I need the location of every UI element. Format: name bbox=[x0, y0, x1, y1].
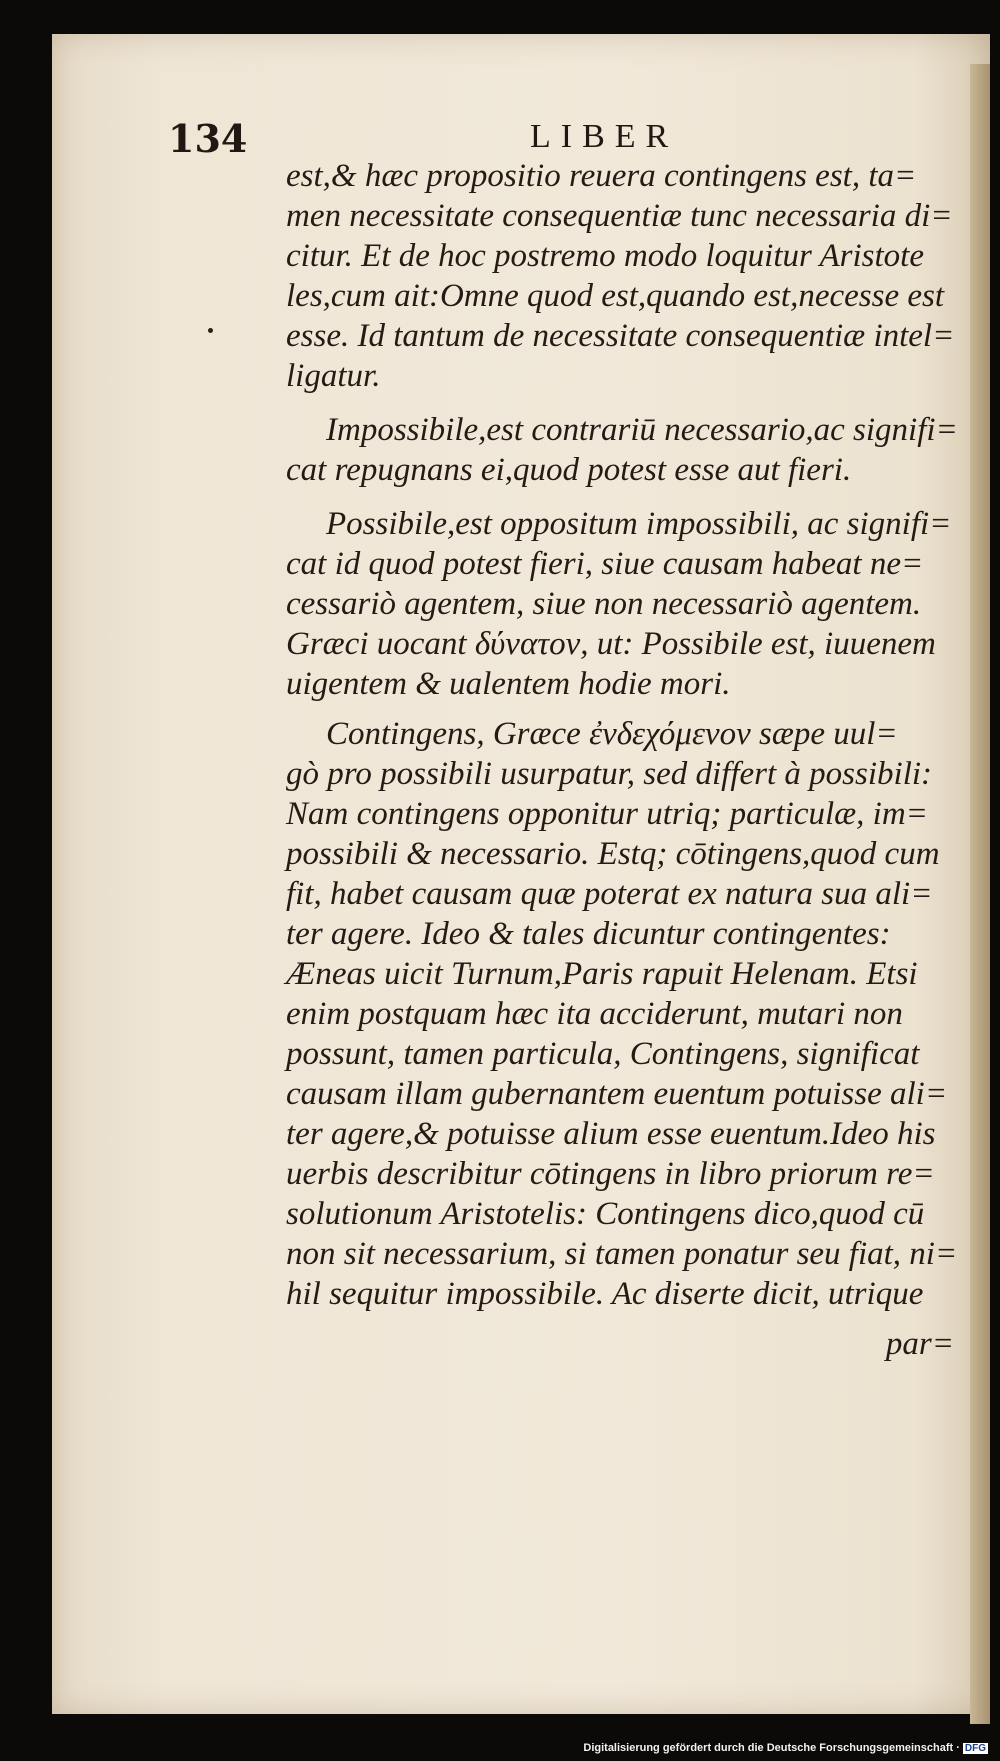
text-line: non sit necessarium, si tamen ponatur seu fiat, ni= bbox=[286, 1236, 958, 1272]
text-line: Nam contingens opponitur utriq; particulæ, im= bbox=[286, 796, 928, 832]
text-line: citur. Et de hoc postremo modo loquitur Aristote bbox=[286, 238, 924, 274]
text-line: gò pro possibili usurpatur, sed differt à possibili: bbox=[286, 756, 933, 792]
text-line: ter agere,& potuisse alium esse euentum.Ideo his bbox=[286, 1116, 936, 1152]
running-head: LIBER bbox=[530, 118, 679, 155]
text-line: esse. Id tantum de necessitate consequentiæ intel= bbox=[286, 318, 955, 354]
text-line: cat repugnans ei,quod potest esse aut fieri. bbox=[286, 452, 852, 488]
text-line: Græci uocant δύνατον, ut: Possibile est, iuuenem bbox=[286, 626, 936, 662]
text-line: uerbis describitur cōtingens in libro priorum re= bbox=[286, 1156, 935, 1192]
text-line: ligatur. bbox=[286, 358, 381, 394]
text-line: enim postquam hæc ita acciderunt, mutari non bbox=[286, 996, 903, 1032]
text-line: Impossibile,est contrariū necessario,ac signifi= bbox=[326, 412, 958, 448]
text-line: les,cum ait:Omne quod est,quando est,necesse est bbox=[286, 278, 945, 314]
text-line: cat id quod potest fieri, siue causam habeat ne= bbox=[286, 546, 924, 582]
text-line: possibili & necessario. Estq; cōtingens,quod cum bbox=[286, 836, 940, 872]
text-line: possunt, tamen particula, Contingens, significat bbox=[286, 1036, 920, 1072]
text-line: Æneas uicit Turnum,Paris rapuit Helenam. Etsi bbox=[286, 956, 918, 992]
text-line: ter agere. Ideo & tales dicuntur contingentes: bbox=[286, 916, 891, 952]
text-line: men necessitate consequentiæ tunc necessaria di= bbox=[286, 198, 953, 234]
text-line: causam illam gubernantem euentum potuisse ali= bbox=[286, 1076, 948, 1112]
text-line: solutionum Aristotelis: Contingens dico,quod cū bbox=[286, 1196, 925, 1232]
text-line: par= bbox=[885, 1326, 954, 1362]
dfg-logo: DFG bbox=[964, 1743, 986, 1754]
text-line: fit, habet causam quæ poterat ex natura sua ali= bbox=[286, 876, 933, 912]
credit-text: Digitalisierung gefördert durch die Deutsche Forschungsgemeinschaft · bbox=[583, 1742, 960, 1754]
text-line: Contingens, Græce ἐνδεχόμενον sæpe uul= bbox=[326, 716, 898, 752]
text-line: est,& hæc propositio reuera contingens est, ta= bbox=[286, 158, 917, 194]
digitization-credit bbox=[583, 1742, 988, 1754]
text-line: Possibile,est oppositum impossibili, ac signifi= bbox=[326, 506, 952, 542]
page-number: 134 bbox=[168, 116, 248, 161]
text-line: uigentem & ualentem hodie mori. bbox=[286, 666, 731, 702]
text-line: cessariò agentem, siue non necessariò agentem. bbox=[286, 586, 922, 622]
text-line: hil sequitur impossibile. Ac diserte dicit, utrique bbox=[286, 1276, 924, 1312]
